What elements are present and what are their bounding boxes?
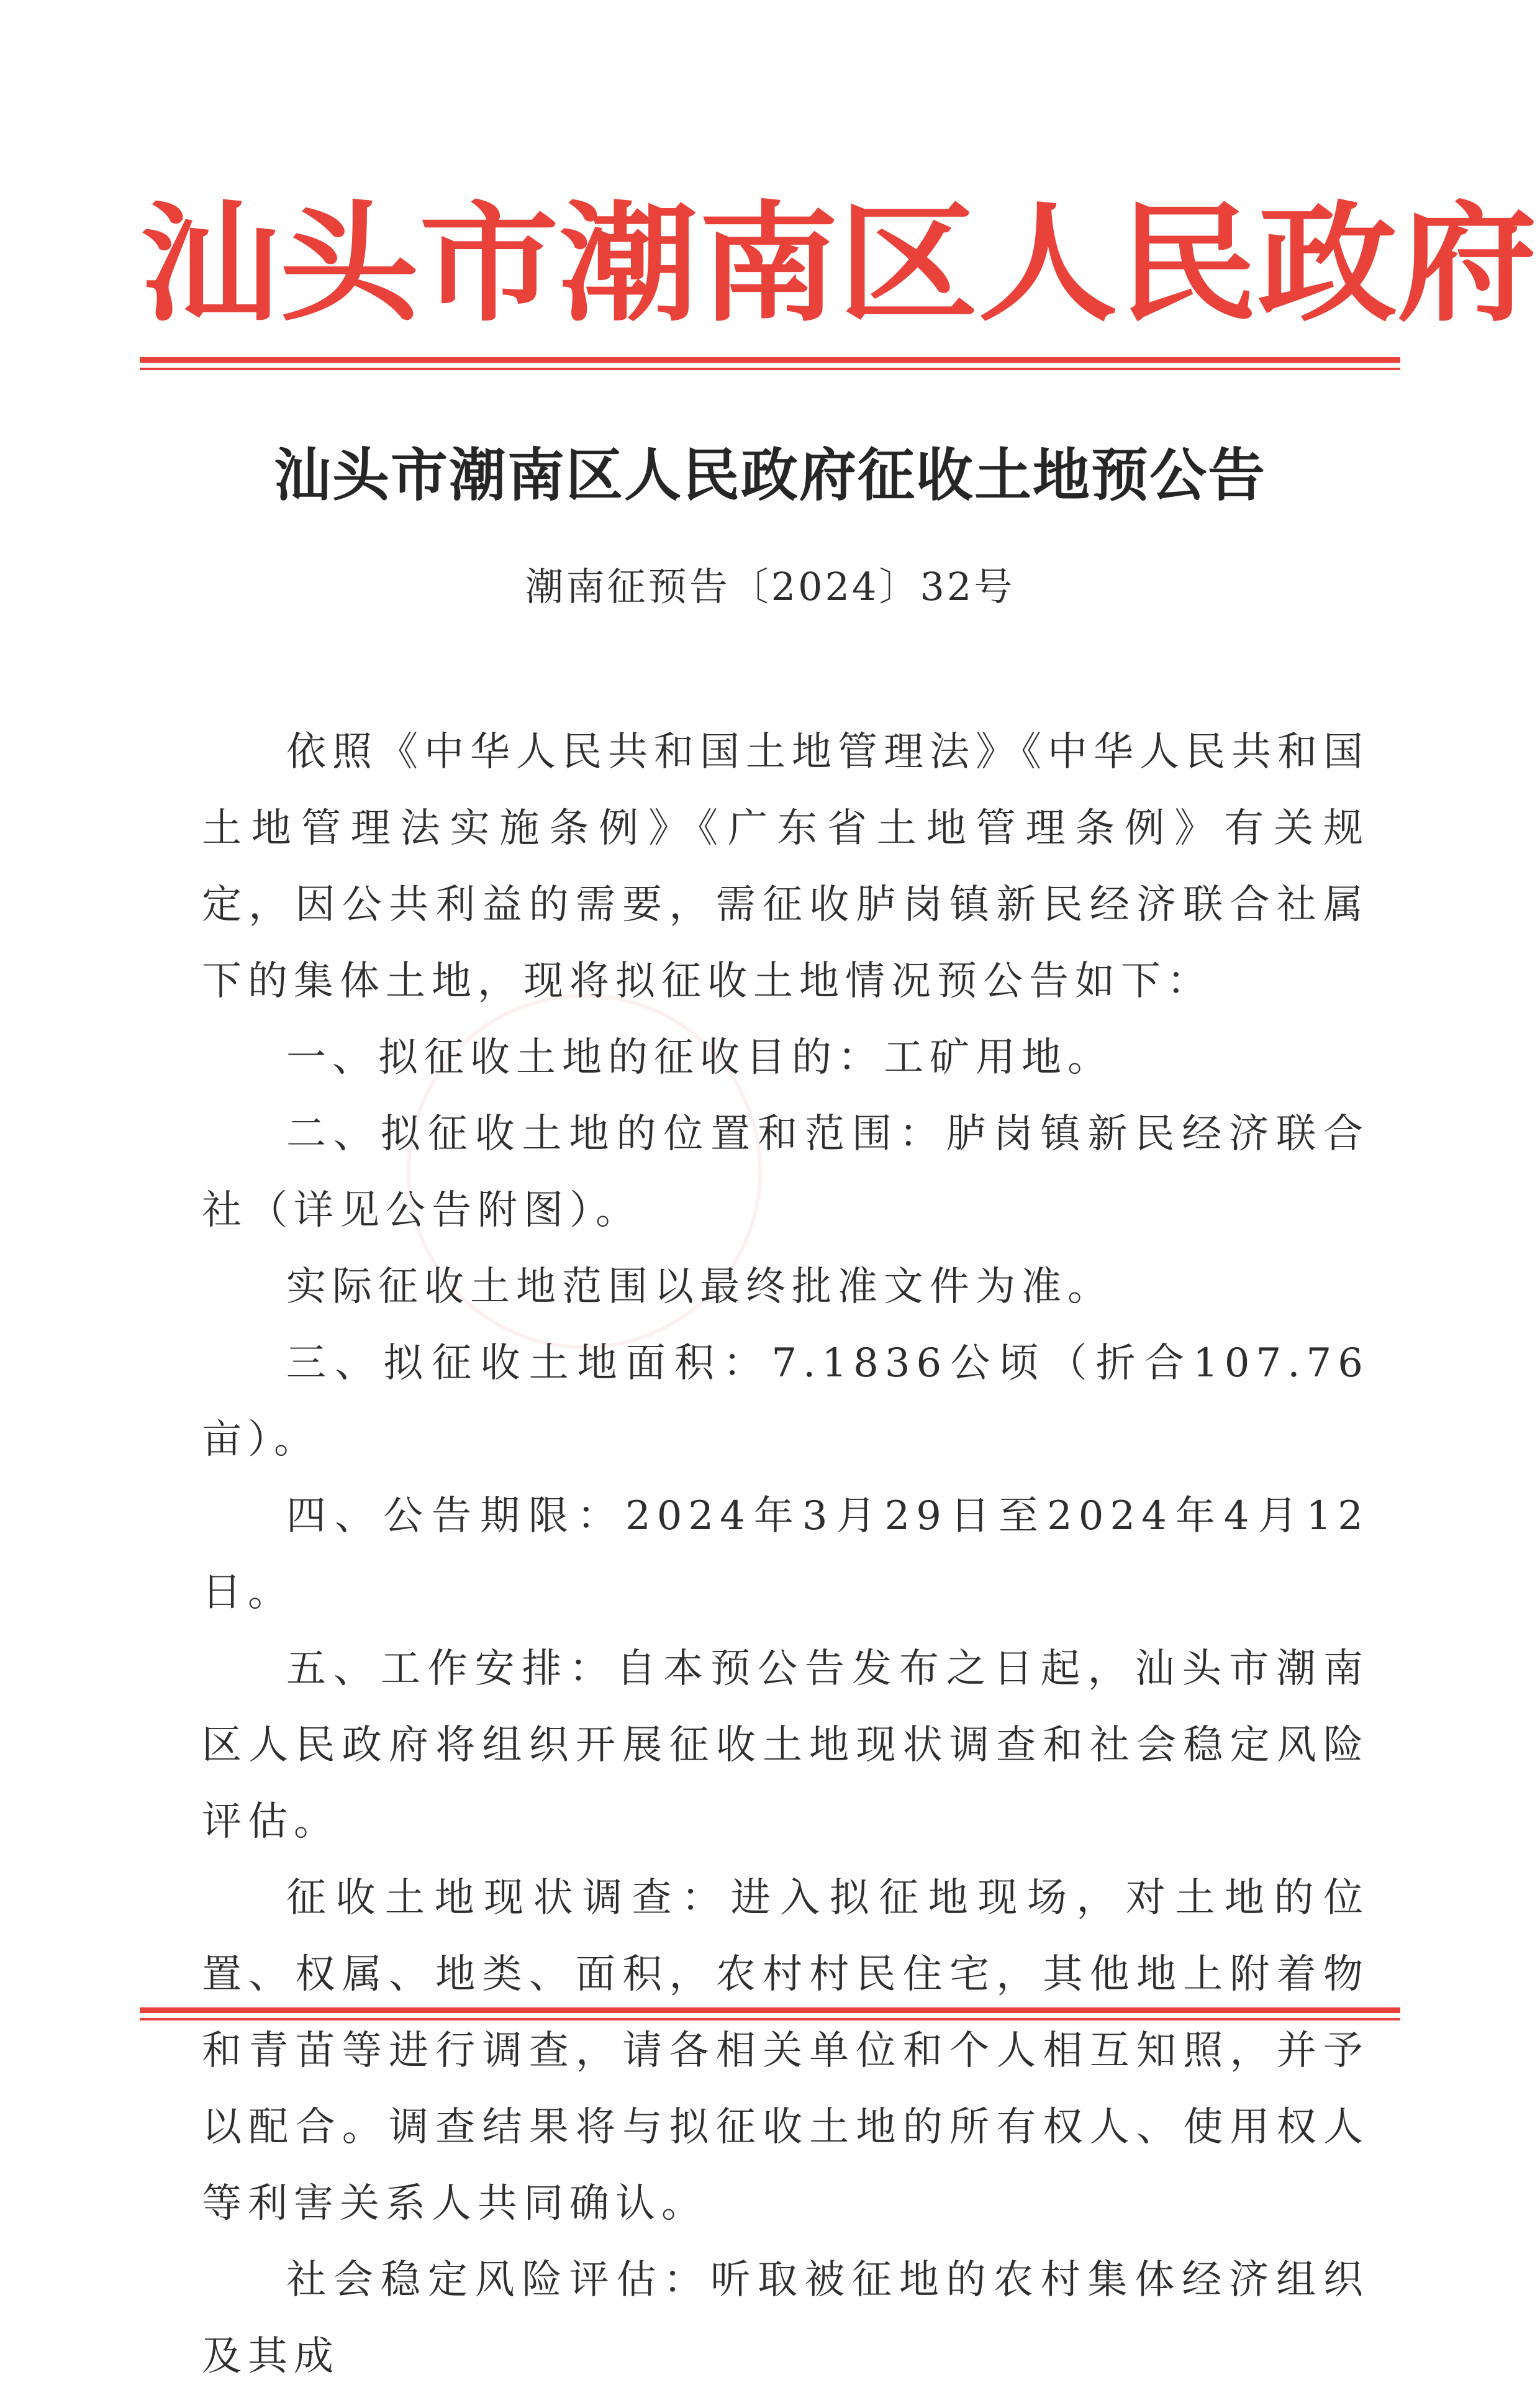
footer-divider — [140, 2007, 1400, 2020]
masthead-char: 潮 — [559, 188, 699, 340]
masthead-char: 人 — [978, 188, 1118, 340]
body-paragraph: 社会稳定风险评估：听取被征地的农村集体经济组织及其成 — [202, 2257, 1369, 2379]
divider-thick-line — [140, 2007, 1400, 2013]
body-paragraph: 依照《中华人民共和国土地管理法》《中华人民共和国土地管理法实施条例》《广东省土地管理条例》有关规定，因公共利益的需要，需征收胪岗镇新民经济联合社属下的集体土地，现将拟征收土地情况预公告如下： — [202, 729, 1369, 1004]
masthead-char: 区 — [838, 188, 978, 340]
masthead-char: 民 — [1118, 188, 1257, 340]
body-paragraph: 二、拟征收土地的位置和范围：胪岗镇新民经济联合社（详见公告附图）。 — [202, 1111, 1369, 1234]
body-paragraph: 征收土地现状调查：进入拟征地现场，对土地的位置、权属、地类、面积，农村村民住宅，其他地上附着物和青苗等进行调查，请各相关单位和个人相互知照，并予以配合。调查结果将与拟征收土地的所有权人、使用权人等利害关系人共同确认。 — [202, 1875, 1369, 2227]
document-body — [202, 714, 1369, 2395]
masthead-char: 府 — [1397, 188, 1537, 340]
masthead-char: 市 — [419, 188, 559, 340]
masthead-char: 政 — [1257, 188, 1397, 340]
divider-thin-line — [140, 368, 1400, 370]
body-paragraph: 一、拟征收土地的征收目的：工矿用地。 — [286, 1035, 1113, 1081]
document-number: 潮南征预告〔2024〕32号 — [525, 564, 1015, 609]
masthead-char: 汕 — [140, 188, 279, 340]
document-title: 汕头市潮南区人民政府征收土地预公告 — [273, 442, 1266, 509]
masthead-char: 南 — [699, 188, 838, 340]
body-paragraph: 四、公告期限：2024年3月29日至2024年4月12日。 — [202, 1493, 1369, 1616]
body-paragraph: 三、拟征收土地面积：7.1836公顷（折合107.76亩）。 — [202, 1340, 1369, 1463]
body-paragraph: 五、工作安排：自本预公告发布之日起，汕头市潮南区人民政府将组织开展征收土地现状调查和社会稳定风险评估。 — [202, 1646, 1369, 1845]
masthead-divider — [140, 357, 1400, 370]
divider-thin-line — [140, 2018, 1400, 2020]
divider-thick-line — [140, 357, 1400, 363]
masthead — [140, 180, 1537, 348]
body-paragraph: 实际征收土地范围以最终批准文件为准。 — [286, 1264, 1113, 1310]
masthead-char: 头 — [279, 188, 419, 340]
